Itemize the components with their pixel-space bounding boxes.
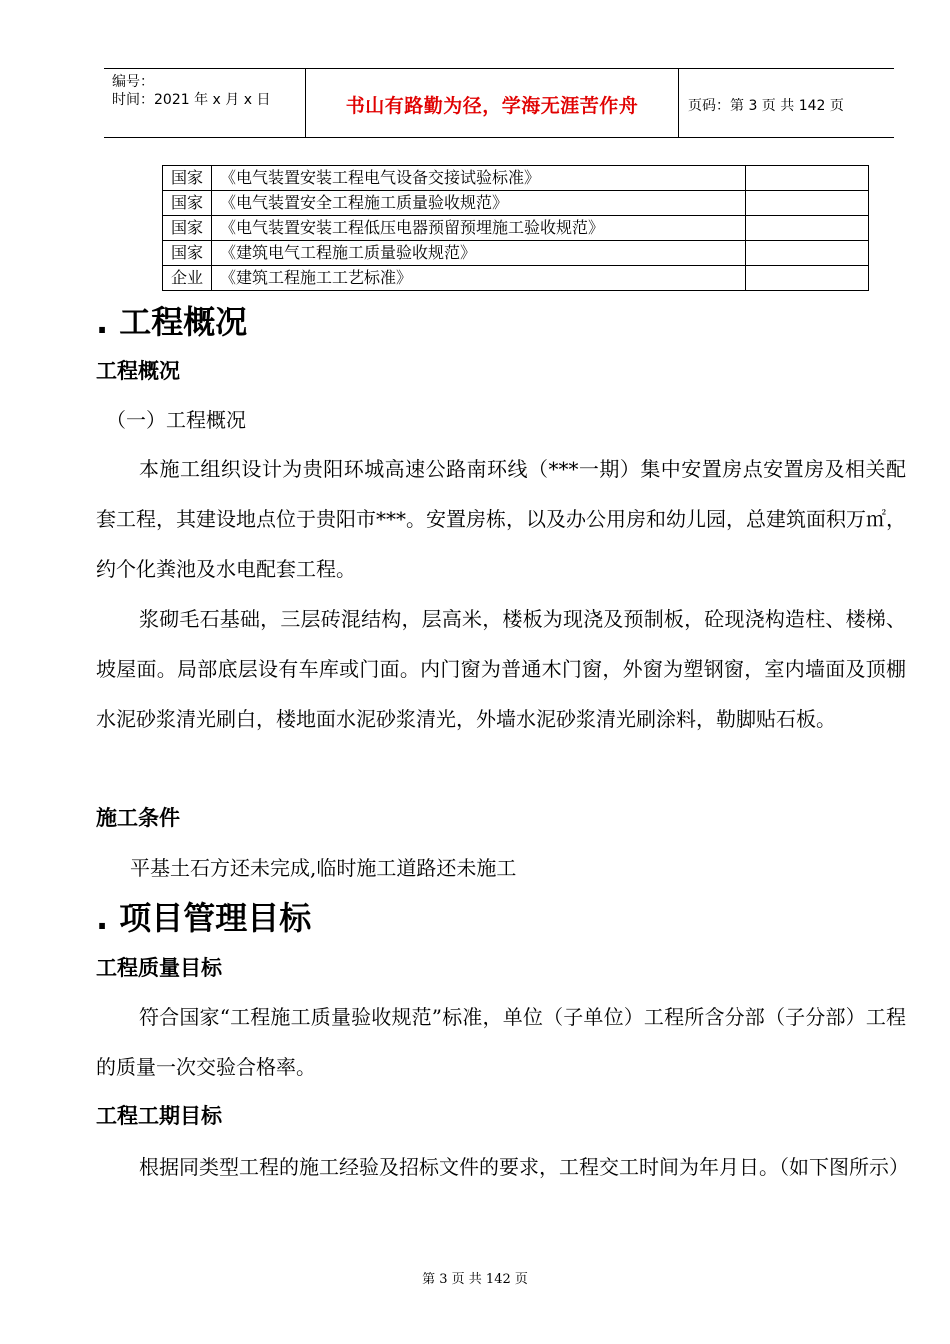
page-header [104,68,894,138]
section-heading-overview: . 工程概况 [96,303,248,341]
table-row [163,191,869,216]
quality-paragraph: 符合国家“工程施工质量验收规范”标准，单位（子单位）工程所含分部（子分部）工程的质量一次交验合格率。 [96,1005,906,1079]
page-footer: 第 3 页 共 142 页 [422,1272,528,1287]
sub-heading-quality: 工程质量目标 [96,956,222,980]
document-date: 时间：2021 年 x 月 x 日 [112,92,271,108]
standard-level: 国家 [163,216,212,241]
standard-level: 国家 [163,241,212,266]
schedule-paragraph: 根据同类型工程的施工经验及招标文件的要求，工程交工时间为年月日。（如下图所示） [139,1155,909,1179]
sub-heading-conditions: 施工条件 [96,806,180,830]
standard-level: 国家 [163,166,212,191]
sub-heading-schedule: 工程工期目标 [96,1104,222,1128]
overview-paragraph: 本施工组织设计为贵阳环城高速公路南环线（***一期）集中安置房点安置房及相关配套工程，其建设地点位于贵阳市***。安置房栋，以及办公用房和幼儿园，总建筑面积万㎡，约个化粪池及水电配套工程。 [96,457,906,581]
standard-name: 《建筑工程施工工艺标准》 [212,266,746,291]
standard-note [746,216,869,241]
standard-name: 《电气装置安装工程低压电器预留预埋施工验收规范》 [212,216,746,241]
header-meta [112,73,302,109]
standard-note [746,266,869,291]
standard-name: 《电气装置安装工程电气设备交接试验标准》 [212,166,746,191]
standard-note [746,191,869,216]
table-row [163,241,869,266]
header-page-number: 页码：第 3 页 共 142 页 [688,98,844,114]
table-row [163,166,869,191]
standard-note [746,166,869,191]
standard-note [746,241,869,266]
standard-level: 企业 [163,266,212,291]
standard-name: 《建筑电气工程施工质量验收规范》 [212,241,746,266]
document-number-label: 编号： [112,74,154,90]
table-row [163,216,869,241]
structure-paragraph: 浆砌毛石基础，三层砖混结构，层高米，楼板为现浇及预制板，砼现浇构造柱、楼梯、坡屋面。局部底层设有车库或门面。内门窗为普通木门窗，外窗为塑钢窗，室内墙面及顶棚水泥砂浆清光刷白，楼地面水泥砂浆清光，外墙水泥砂浆清光刷涂料，勒脚贴石板。 [96,607,906,731]
standards-table [162,165,869,291]
standard-name: 《电气装置安全工程施工质量验收规范》 [212,191,746,216]
header-divider [678,69,679,137]
sub-heading-overview: 工程概况 [96,359,180,383]
item-label-overview: （一）工程概况 [106,408,246,432]
conditions-text: 平基土石方还未完成,临时施工道路还未施工 [130,856,517,880]
standard-level: 国家 [163,191,212,216]
table-row [163,266,869,291]
section-heading-goals: . 项目管理目标 [96,899,312,937]
header-motto: 书山有路勤为径，学海无涯苦作舟 [345,95,639,117]
